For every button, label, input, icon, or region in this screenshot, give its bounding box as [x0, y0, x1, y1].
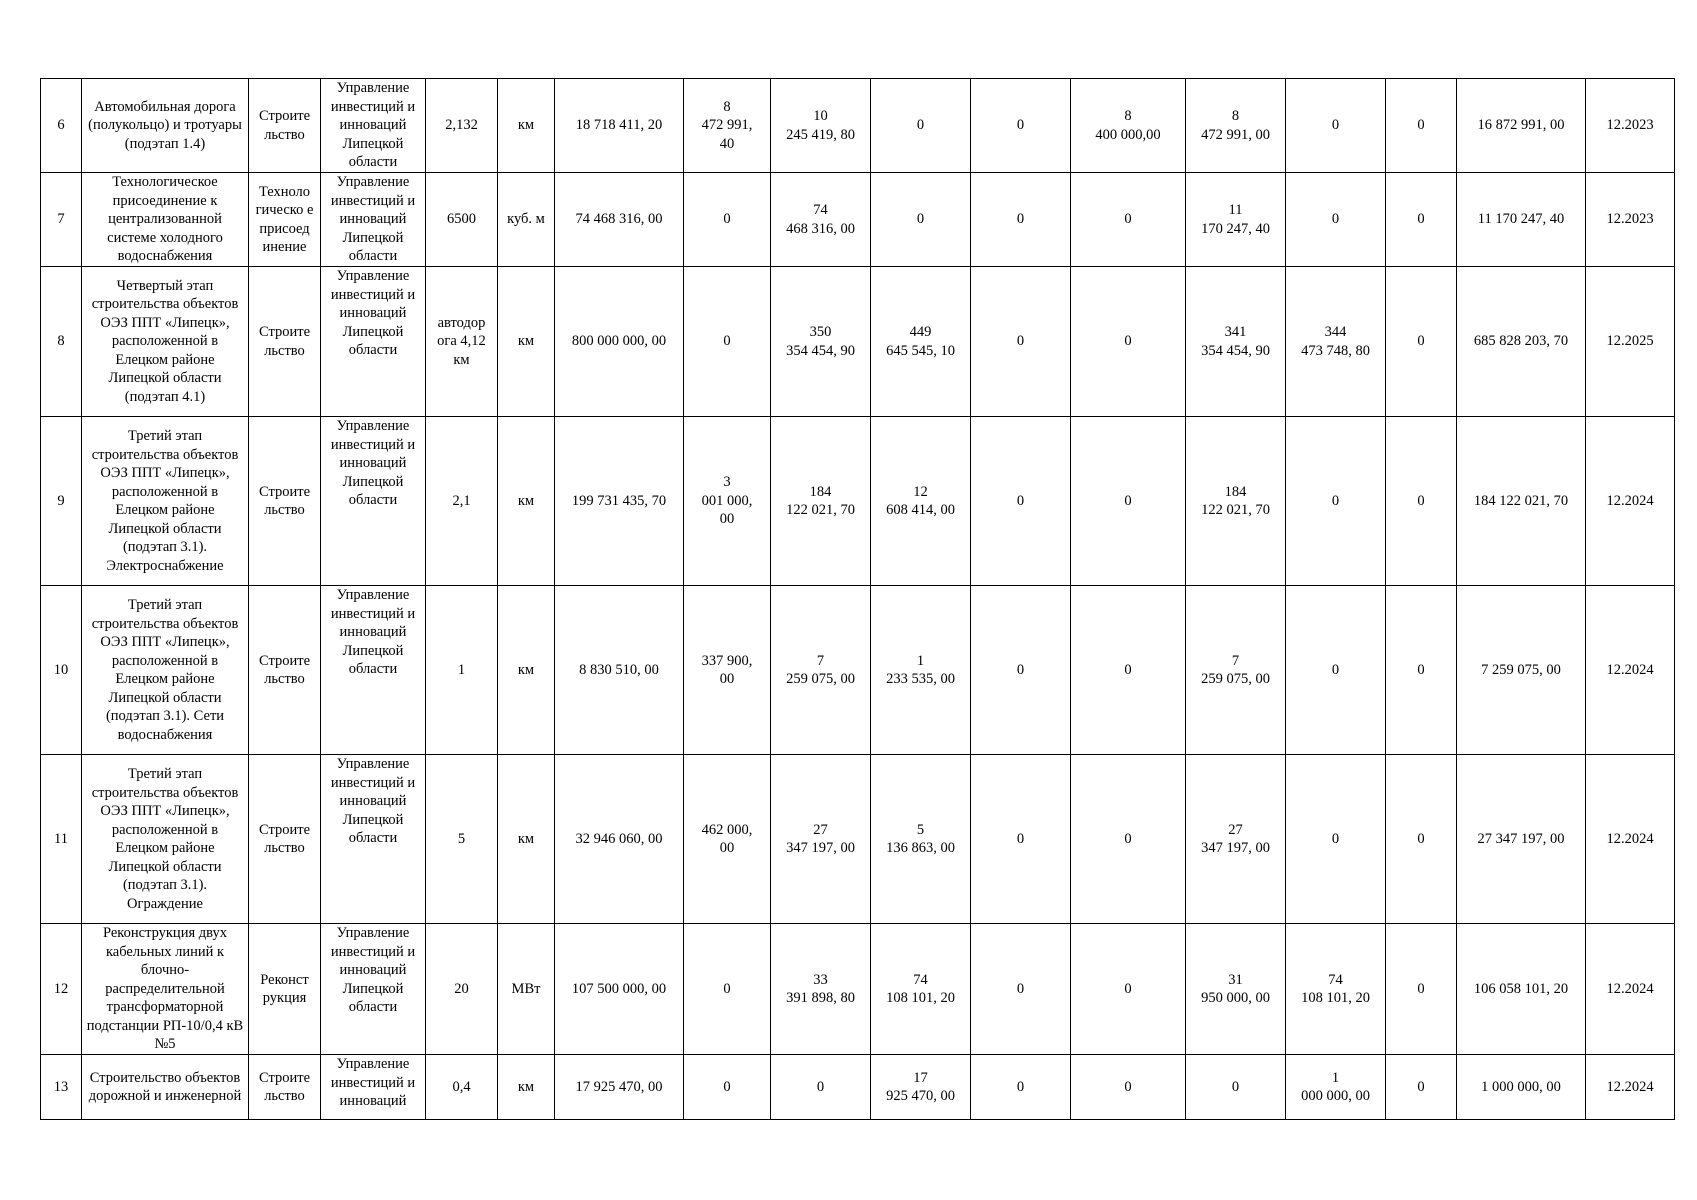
amount-1: 0	[684, 267, 771, 417]
amount-4: 0	[971, 267, 1071, 417]
investment-objects-table	[40, 78, 1675, 1120]
completion-date: 12.2023	[1586, 173, 1675, 267]
amount-6: 0	[1186, 1055, 1286, 1120]
work-type: Строите льство	[249, 417, 321, 586]
total-amount: 685 828 203, 70	[1457, 267, 1586, 417]
amount-4: 0	[971, 417, 1071, 586]
work-type: Строите льство	[249, 755, 321, 924]
amount-6: 11 170 247, 40	[1186, 173, 1286, 267]
amount-6: 31 950 000, 00	[1186, 924, 1286, 1055]
work-type: Строите льство	[249, 79, 321, 173]
estimated-cost: 18 718 411, 20	[555, 79, 684, 173]
capacity: 0,4	[426, 1055, 498, 1120]
row-number: 9	[41, 417, 82, 586]
amount-8: 0	[1386, 1055, 1457, 1120]
estimated-cost: 199 731 435, 70	[555, 417, 684, 586]
estimated-cost: 32 946 060, 00	[555, 755, 684, 924]
work-type: Техноло гическо е присоед инение	[249, 173, 321, 267]
total-amount: 106 058 101, 20	[1457, 924, 1586, 1055]
object-name: Третий этап строительства объектов ОЭЗ ППТ «Липецк», расположенной в Елецком районе Липецкой области (подэтап 3.1). Ограждение	[82, 755, 249, 924]
amount-1: 8 472 991, 40	[684, 79, 771, 173]
amount-5: 0	[1071, 755, 1186, 924]
amount-3: 74 108 101, 20	[871, 924, 971, 1055]
completion-date: 12.2024	[1586, 417, 1675, 586]
amount-1: 0	[684, 1055, 771, 1120]
unit: км	[498, 79, 555, 173]
unit: куб. м	[498, 173, 555, 267]
amount-2: 184 122 021, 70	[771, 417, 871, 586]
table-row	[41, 267, 1675, 417]
amount-8: 0	[1386, 417, 1457, 586]
amount-6: 7 259 075, 00	[1186, 586, 1286, 755]
amount-7: 0	[1286, 173, 1386, 267]
unit: МВт	[498, 924, 555, 1055]
amount-8: 0	[1386, 79, 1457, 173]
table-row	[41, 173, 1675, 267]
unit: км	[498, 417, 555, 586]
amount-6: 341 354 454, 90	[1186, 267, 1286, 417]
total-amount: 11 170 247, 40	[1457, 173, 1586, 267]
amount-6: 27 347 197, 00	[1186, 755, 1286, 924]
amount-7: 0	[1286, 755, 1386, 924]
amount-4: 0	[971, 586, 1071, 755]
capacity: 1	[426, 586, 498, 755]
estimated-cost: 800 000 000, 00	[555, 267, 684, 417]
amount-1: 337 900, 00	[684, 586, 771, 755]
amount-1: 462 000, 00	[684, 755, 771, 924]
amount-2: 7 259 075, 00	[771, 586, 871, 755]
row-number: 6	[41, 79, 82, 173]
object-name: Технологическое присоединение к централизованной системе холодного водоснабжения	[82, 173, 249, 267]
object-name: Четвертый этап строительства объектов ОЭЗ ППТ «Липецк», расположенной в Елецком районе Липецкой области (подэтап 4.1)	[82, 267, 249, 417]
row-number: 13	[41, 1055, 82, 1120]
responsible-org: Управление инвестиций и инноваций Липецкой области	[321, 924, 426, 1055]
document-page	[40, 78, 1675, 1120]
capacity: автодор ога 4,12 км	[426, 267, 498, 417]
amount-3: 449 645 545, 10	[871, 267, 971, 417]
table-row	[41, 755, 1675, 924]
amount-3: 12 608 414, 00	[871, 417, 971, 586]
estimated-cost: 107 500 000, 00	[555, 924, 684, 1055]
amount-4: 0	[971, 1055, 1071, 1120]
completion-date: 12.2025	[1586, 267, 1675, 417]
completion-date: 12.2024	[1586, 1055, 1675, 1120]
total-amount: 16 872 991, 00	[1457, 79, 1586, 173]
amount-1: 0	[684, 173, 771, 267]
completion-date: 12.2024	[1586, 924, 1675, 1055]
amount-7: 1 000 000, 00	[1286, 1055, 1386, 1120]
total-amount: 1 000 000, 00	[1457, 1055, 1586, 1120]
object-name: Автомобильная дорога (полукольцо) и тротуары (подэтап 1.4)	[82, 79, 249, 173]
work-type: Строите льство	[249, 267, 321, 417]
amount-8: 0	[1386, 173, 1457, 267]
responsible-org: Управление инвестиций и инноваций	[321, 1055, 426, 1120]
capacity: 20	[426, 924, 498, 1055]
amount-7: 0	[1286, 79, 1386, 173]
table-row	[41, 417, 1675, 586]
table-row	[41, 79, 1675, 173]
amount-2: 27 347 197, 00	[771, 755, 871, 924]
estimated-cost: 74 468 316, 00	[555, 173, 684, 267]
amount-5: 0	[1071, 586, 1186, 755]
amount-2: 10 245 419, 80	[771, 79, 871, 173]
work-type: Реконст рукция	[249, 924, 321, 1055]
amount-4: 0	[971, 755, 1071, 924]
responsible-org: Управление инвестиций и инноваций Липецкой области	[321, 586, 426, 755]
unit: км	[498, 586, 555, 755]
total-amount: 184 122 021, 70	[1457, 417, 1586, 586]
amount-7: 344 473 748, 80	[1286, 267, 1386, 417]
amount-5: 0	[1071, 173, 1186, 267]
amount-7: 74 108 101, 20	[1286, 924, 1386, 1055]
capacity: 6500	[426, 173, 498, 267]
capacity: 2,1	[426, 417, 498, 586]
unit: км	[498, 755, 555, 924]
amount-3: 0	[871, 79, 971, 173]
amount-5: 0	[1071, 267, 1186, 417]
completion-date: 12.2023	[1586, 79, 1675, 173]
completion-date: 12.2024	[1586, 586, 1675, 755]
table-row	[41, 1055, 1675, 1120]
completion-date: 12.2024	[1586, 755, 1675, 924]
responsible-org: Управление инвестиций и инноваций Липецкой области	[321, 173, 426, 267]
work-type: Строите льство	[249, 1055, 321, 1120]
amount-2: 0	[771, 1055, 871, 1120]
amount-8: 0	[1386, 924, 1457, 1055]
table-row	[41, 586, 1675, 755]
amount-7: 0	[1286, 417, 1386, 586]
amount-2: 74 468 316, 00	[771, 173, 871, 267]
object-name: Строительство объектов дорожной и инженерной	[82, 1055, 249, 1120]
responsible-org: Управление инвестиций и инноваций Липецкой области	[321, 755, 426, 924]
amount-3: 5 136 863, 00	[871, 755, 971, 924]
estimated-cost: 8 830 510, 00	[555, 586, 684, 755]
total-amount: 7 259 075, 00	[1457, 586, 1586, 755]
amount-4: 0	[971, 924, 1071, 1055]
amount-1: 3 001 000, 00	[684, 417, 771, 586]
amount-3: 1 233 535, 00	[871, 586, 971, 755]
amount-5: 0	[1071, 1055, 1186, 1120]
estimated-cost: 17 925 470, 00	[555, 1055, 684, 1120]
capacity: 2,132	[426, 79, 498, 173]
amount-6: 184 122 021, 70	[1186, 417, 1286, 586]
row-number: 12	[41, 924, 82, 1055]
responsible-org: Управление инвестиций и инноваций Липецкой области	[321, 79, 426, 173]
row-number: 11	[41, 755, 82, 924]
amount-6: 8 472 991, 00	[1186, 79, 1286, 173]
amount-8: 0	[1386, 586, 1457, 755]
unit: км	[498, 267, 555, 417]
amount-3: 0	[871, 173, 971, 267]
amount-5: 0	[1071, 924, 1186, 1055]
row-number: 10	[41, 586, 82, 755]
object-name: Реконструкция двух кабельных линий к блочно-распределительной трансформаторной подстанции РП-10/0,4 кВ №5	[82, 924, 249, 1055]
amount-2: 33 391 898, 80	[771, 924, 871, 1055]
amount-3: 17 925 470, 00	[871, 1055, 971, 1120]
amount-1: 0	[684, 924, 771, 1055]
row-number: 7	[41, 173, 82, 267]
amount-8: 0	[1386, 755, 1457, 924]
responsible-org: Управление инвестиций и инноваций Липецкой области	[321, 417, 426, 586]
amount-5: 8 400 000,00	[1071, 79, 1186, 173]
amount-2: 350 354 454, 90	[771, 267, 871, 417]
object-name: Третий этап строительства объектов ОЭЗ ППТ «Липецк», расположенной в Елецком районе Липецкой области (подэтап 3.1). Электроснабжение	[82, 417, 249, 586]
amount-4: 0	[971, 173, 1071, 267]
amount-8: 0	[1386, 267, 1457, 417]
row-number: 8	[41, 267, 82, 417]
amount-7: 0	[1286, 586, 1386, 755]
unit: км	[498, 1055, 555, 1120]
amount-4: 0	[971, 79, 1071, 173]
work-type: Строите льство	[249, 586, 321, 755]
amount-5: 0	[1071, 417, 1186, 586]
responsible-org: Управление инвестиций и инноваций Липецкой области	[321, 267, 426, 417]
total-amount: 27 347 197, 00	[1457, 755, 1586, 924]
object-name: Третий этап строительства объектов ОЭЗ ППТ «Липецк», расположенной в Елецком районе Липецкой области (подэтап 3.1). Сети водоснабжения	[82, 586, 249, 755]
capacity: 5	[426, 755, 498, 924]
table-row	[41, 924, 1675, 1055]
